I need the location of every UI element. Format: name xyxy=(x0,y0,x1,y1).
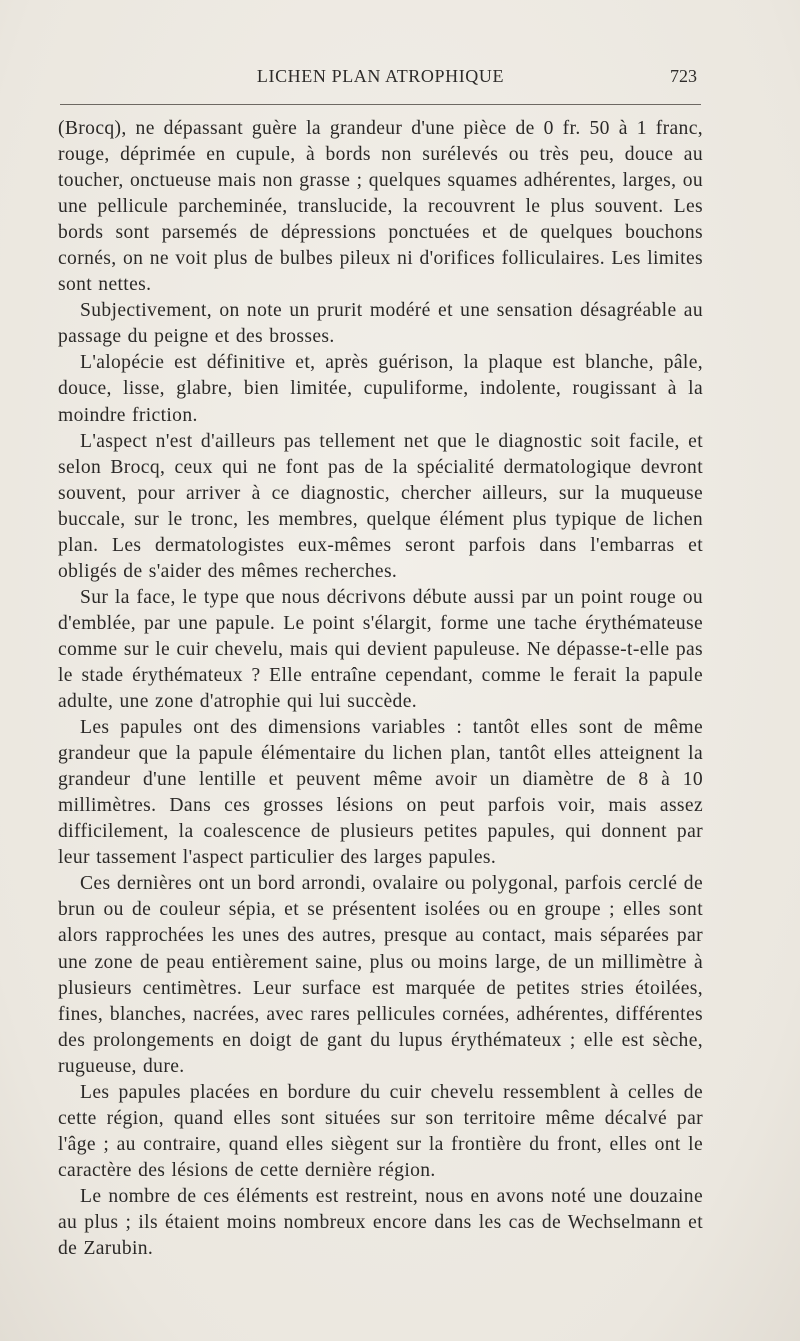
running-title: LICHEN PLAN ATROPHIQUE xyxy=(256,66,505,86)
paragraph-7: Ces dernières ont un bord arrondi, ovalaire ou polygonal, parfois cerclé de brun ou de couleur sépia, et se présentent isolées ou en groupe ; elles sont alors rapprochées les unes des autres, presque au contact, mais séparées par une zone de peau entièrement saine, plus ou moins large, de un millimètre à plusieurs centimètres. Leur surface est marquée de petites stries étoilées, fines, blanches, nacrées, avec rares pellicules cornées, adhérentes, différentes des prolongements en doigt de gant du lupus érythémateux ; elle est sèche, rugueuse, dure. xyxy=(58,873,703,1077)
paragraph-6: Les papules ont des dimensions variables : tantôt elles sont de même grandeur que la papule élémentaire du lichen plan, tantôt elles atteignent la grandeur d'une lentille et peuvent même avoir un diamètre de 8 à 10 millimètres. Dans ces grosses lésions on peut parfois voir, mais assez difficilement, la coalescence de plusieurs petites papules, qui donnent par leur tassement l'aspect particulier des larges papules. xyxy=(58,717,703,869)
body-text xyxy=(58,116,703,1262)
paragraph-2: Subjectivement, on note un prurit modéré et une sensation désagréable au passage du peigne et des brosses. xyxy=(58,300,703,348)
header-rule xyxy=(60,104,701,105)
paragraph-1: (Brocq), ne dépassant guère la grandeur d'une pièce de 0 fr. 50 à 1 franc, rouge, déprimée en cupule, à bords non surélevés ou très peu, douce au toucher, onctueuse mais non grasse ; quelques squames adhérentes, larges, ou une pellicule parcheminée, translucide, la recouvrent le plus souvent. Les bords sont parsemés de dépressions ponctuées et de quelques bouchons cornés, on ne voit plus de bulbes pileux ni d'orifices folliculaires. Les limites sont nettes. xyxy=(58,118,703,296)
page-header xyxy=(60,66,701,92)
paragraph-5: Sur la face, le type que nous décrivons débute aussi par un point rouge ou d'emblée, par une papule. Le point s'élargit, forme une tache érythémateuse comme sur le cuir chevelu, mais qui devient papuleuse. Ne dépasse-t-elle pas le stade érythémateux ? Elle entraîne cependant, comme le ferait la papule adulte, une zone d'atrophie qui lui succède. xyxy=(58,586,703,713)
page-number: 723 xyxy=(670,66,697,86)
paragraph-3: L'alopécie est définitive et, après guérison, la plaque est blanche, pâle, douce, lisse, glabre, bien limitée, cupuliforme, indolente, rougissant à la moindre friction. xyxy=(58,352,703,426)
paragraph-8: Les papules placées en bordure du cuir chevelu ressemblent à celles de cette région, quand elles sont situées sur son territoire même décalvé par l'âge ; au contraire, quand elles siègent sur la frontière du front, elles ont le caractère des lésions de cette dernière région. xyxy=(58,1081,703,1181)
paragraph-4: L'aspect n'est d'ailleurs pas tellement net que le diagnostic soit facile, et selon Brocq, ceux qui ne font pas de la spécialité dermatologique devront souvent, pour arriver à ce diagnostic, chercher ailleurs, sur la muqueuse buccale, sur le tronc, les membres, quelque élément plus typique de lichen plan. Les dermatologistes eux-mêmes seront parfois dans l'embarras et obligés de s'aider des mêmes recherches. xyxy=(58,430,703,582)
paragraph-9: Le nombre de ces éléments est restreint, nous en avons noté une douzaine au plus ; ils étaient moins nombreux encore dans les cas de Wechselmann et de Zarubin. xyxy=(58,1185,703,1260)
